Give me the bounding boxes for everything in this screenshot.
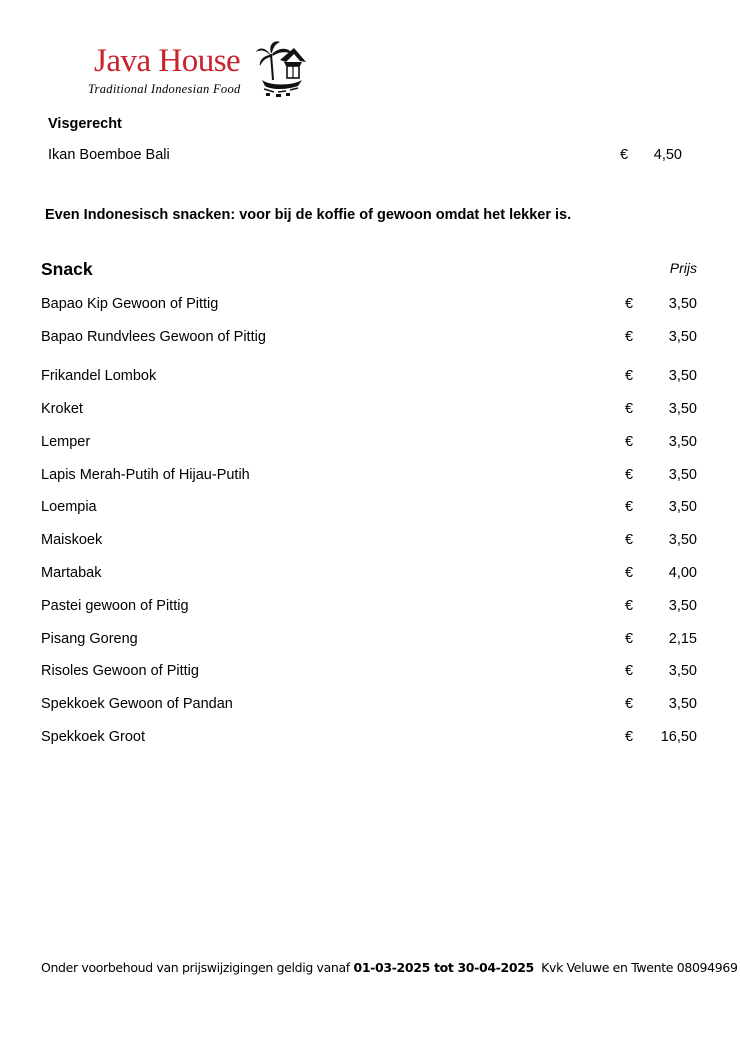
currency-symbol: € [625, 696, 634, 712]
currency-symbol: € [625, 729, 634, 745]
menu-item-price: 3,50 [668, 663, 697, 679]
currency-symbol: € [625, 532, 634, 548]
logo-tagline: Traditional Indonesian Food [88, 82, 241, 96]
menu-item-name: Frikandel Lombok [41, 368, 157, 384]
menu-item-price: 3,50 [668, 696, 697, 712]
price-column-heading: Prijs [669, 260, 697, 276]
menu-item-name: Ikan Boemboe Bali [48, 147, 170, 163]
currency-symbol: € [625, 434, 634, 450]
fish-section-heading: Visgerecht [48, 116, 122, 132]
menu-item-name: Martabak [41, 565, 102, 581]
menu-item-price: 3,50 [668, 467, 697, 483]
currency-symbol: € [625, 467, 634, 483]
menu-item-price: 3,50 [668, 401, 697, 417]
currency-symbol: € [625, 663, 634, 679]
menu-item-price: 3,50 [668, 598, 697, 614]
menu-item-price: 16,50 [660, 729, 697, 745]
menu-item-price: 4,00 [668, 565, 697, 581]
menu-item-price: 3,50 [668, 532, 697, 548]
currency-symbol: € [625, 368, 634, 384]
currency-symbol: € [625, 329, 634, 345]
menu-item-name: Maiskoek [41, 532, 103, 548]
menu-item-name: Kroket [41, 401, 83, 417]
menu-item-name: Loempia [41, 499, 97, 515]
menu-item-price: 3,50 [668, 434, 697, 450]
brand-logo [88, 40, 308, 102]
menu-item-name: Lemper [41, 434, 91, 450]
menu-item-price: 3,50 [668, 296, 697, 312]
menu-item-name: Bapao Kip Gewoon of Pittig [41, 296, 219, 312]
footer-note [41, 962, 738, 975]
menu-item-name: Spekkoek Groot [41, 729, 145, 745]
menu-item-price: 3,50 [668, 329, 697, 345]
snack-section-heading: Snack [41, 259, 93, 279]
logo-title: Java House [94, 43, 241, 79]
menu-item-name: Pastei gewoon of Pittig [41, 598, 189, 614]
footer-date-from: 01-03-2025 [353, 960, 430, 975]
menu-item-price: 3,50 [668, 368, 697, 384]
menu-item-price: 4,50 [653, 147, 682, 163]
footer-prefix: Onder voorbehoud van prijswijzigingen geldig vanaf [41, 960, 354, 975]
menu-item-name: Risoles Gewoon of Pittig [41, 663, 199, 679]
currency-symbol: € [625, 296, 634, 312]
currency-symbol: € [625, 598, 634, 614]
intro-text: Even Indonesisch snacken: voor bij de koffie of gewoon omdat het lekker is. [45, 207, 572, 223]
footer-date-to: 30-04-2025 [457, 960, 534, 975]
currency-symbol: € [625, 499, 634, 515]
menu-item-name: Lapis Merah-Putih of Hijau-Putih [41, 467, 250, 483]
menu-item-name: Spekkoek Gewoon of Pandan [41, 696, 233, 712]
currency-symbol: € [625, 565, 634, 581]
footer-suffix: Kvk Veluwe en Twente 08094969 [533, 960, 738, 975]
menu-item-name: Pisang Goreng [41, 631, 138, 647]
currency-symbol: € [625, 401, 634, 417]
palm-house-icon [256, 40, 306, 98]
menu-item-name: Bapao Rundvlees Gewoon of Pittig [41, 329, 266, 345]
footer-to-word: tot [429, 960, 458, 975]
currency-symbol: € [625, 631, 634, 647]
currency-symbol: € [620, 147, 629, 163]
menu-item-price: 3,50 [668, 499, 697, 515]
menu-item-price: 2,15 [668, 631, 697, 647]
